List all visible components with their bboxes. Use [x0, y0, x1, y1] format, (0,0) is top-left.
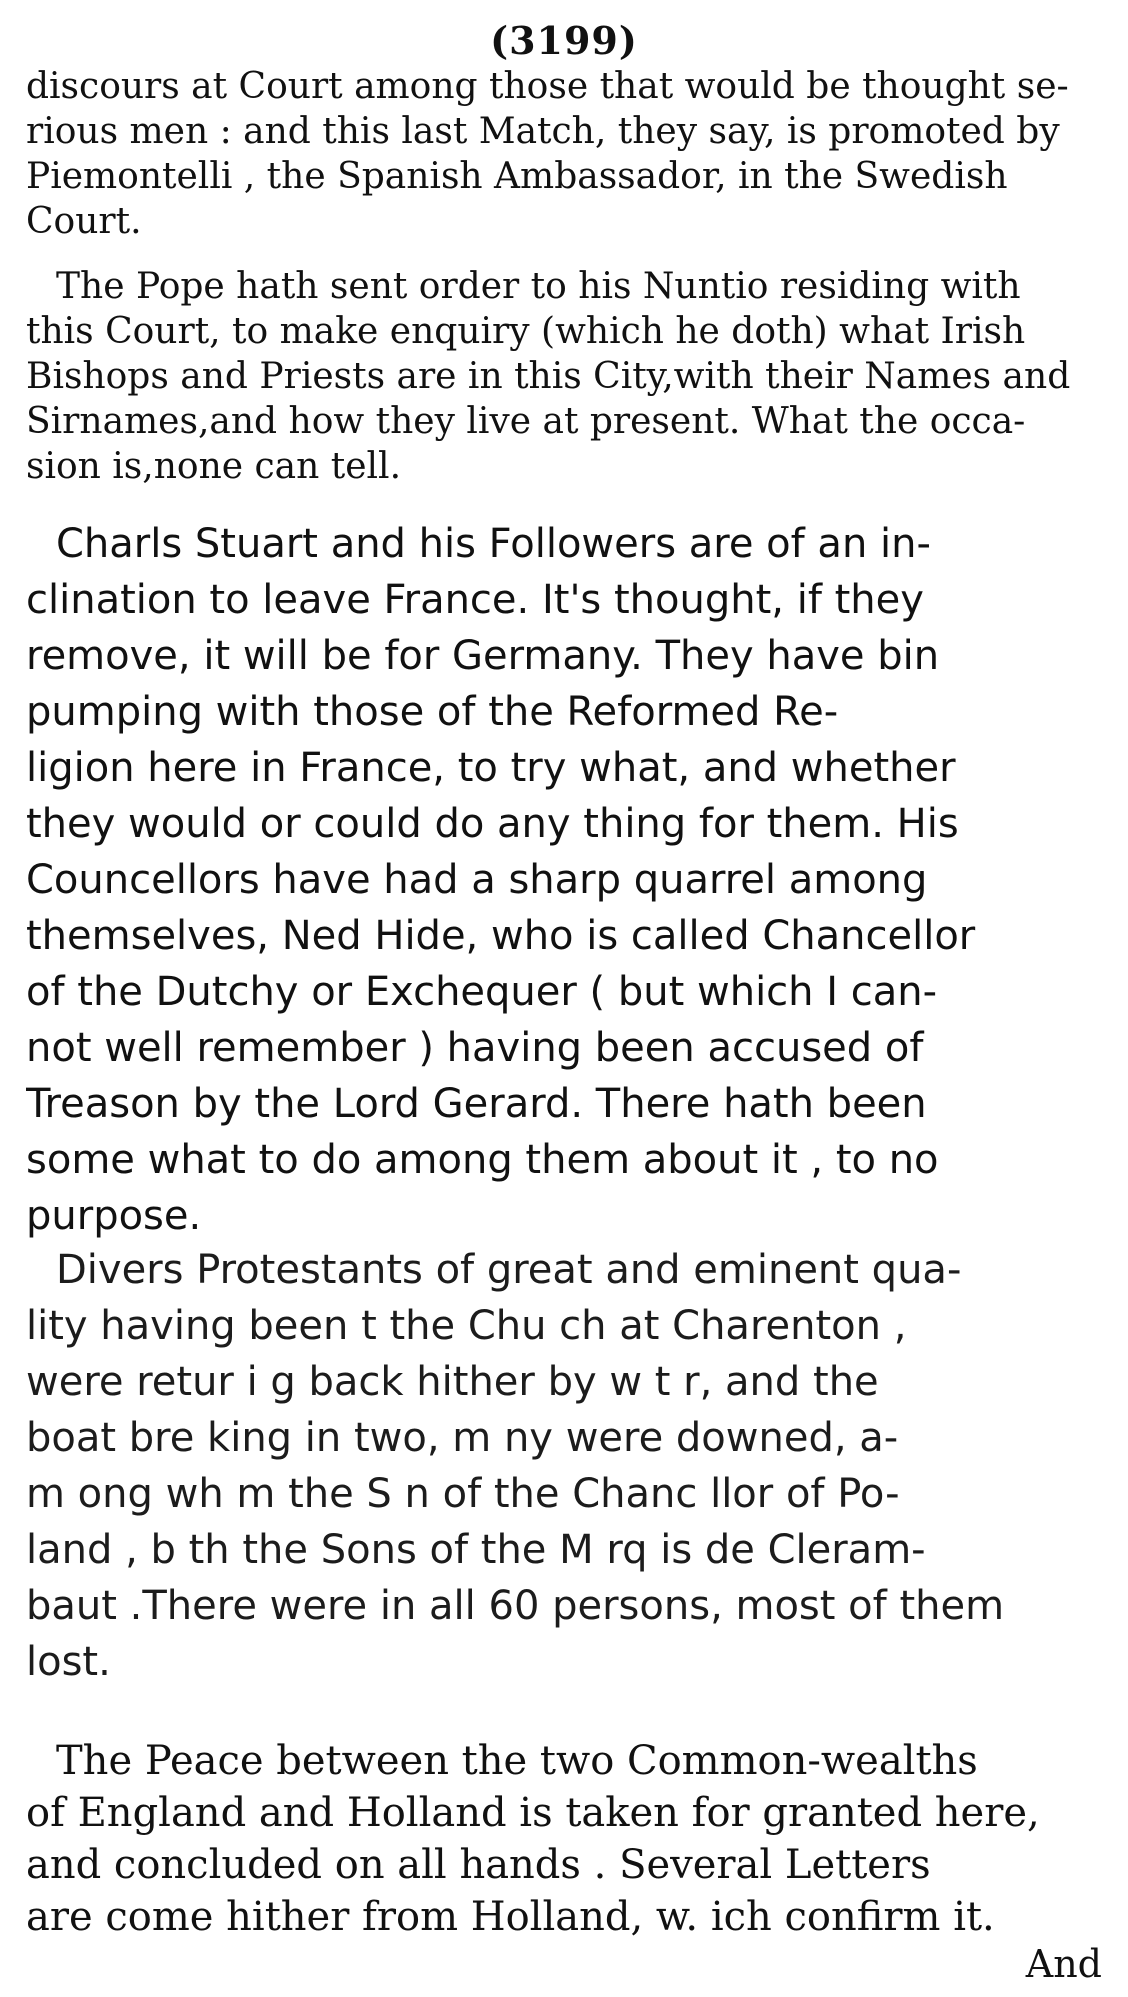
text-line: remove, it will be for Germany. They have bin [26, 633, 940, 679]
text-line: lity having been t the Chu ch at Charenton , [26, 1303, 907, 1349]
text-line: some what to do among them about it , to no [26, 1137, 939, 1183]
text-line: Piemontelli , the Spanish Ambassador, in the Swedish [26, 156, 1008, 197]
text-line: lost. [26, 1639, 111, 1685]
paragraph-4 [26, 1242, 1116, 1690]
text-line: purpose. [26, 1193, 202, 1239]
text-line: are come hither from Holland, w. ich confirm it. [26, 1894, 995, 1940]
text-line: ligion here in France, to try what, and whether [26, 745, 956, 791]
text-line: Treason by the Lord Gerard. There hath been [26, 1081, 927, 1127]
paragraph-5 [26, 1735, 1116, 1943]
text-line: baut .There were in all 60 persons, most of them [26, 1583, 1005, 1629]
paragraph-2 [26, 264, 1116, 489]
text-line: Court. [26, 201, 142, 242]
text-line: they would or could do any thing for them. His [26, 801, 959, 847]
text-line: The Peace between the two Common-wealths [56, 1738, 978, 1784]
text-line: of the Dutchy or Exchequer ( but which I can- [26, 969, 938, 1015]
text-line: Bishops and Priests are in this City,with their Names and [26, 356, 1071, 397]
text-line: and concluded on all hands . Several Letters [26, 1842, 931, 1888]
text-line: Charls Stuart and his Followers are of an in- [56, 521, 931, 567]
text-line: not well remember ) having been accused of [26, 1025, 924, 1071]
text-line: clination to leave France. It's thought, if they [26, 577, 924, 623]
text-line: Councellors have had a sharp quarrel among [26, 857, 928, 903]
text-line: Divers Protestants of great and eminent qua- [56, 1247, 962, 1293]
text-line: The Pope hath sent order to his Nuntio residing with [56, 266, 1021, 307]
text-line: this Court, to make enquiry (which he doth) what Irish [26, 311, 1026, 352]
text-line: of England and Holland is taken for granted here, [26, 1790, 1040, 1836]
text-line: pumping with those of the Reformed Re- [26, 689, 839, 735]
text-line: sion is,none can tell. [26, 446, 402, 487]
text-line: land , b th the Sons of the M rq is de Cleram- [26, 1527, 926, 1573]
text-line: rious men : and this last Match, they say, is promoted by [26, 111, 1060, 152]
paragraph-3 [26, 516, 1116, 1244]
page-number: (3199) [490, 18, 638, 63]
text-line: discours at Court among those that would be thought se- [26, 66, 1069, 107]
text-line: themselves, Ned Hide, who is called Chancellor [26, 913, 976, 959]
text-line: Sirnames,and how they live at present. What the occa- [26, 401, 1026, 442]
text-line: m ong wh m the S n of the Chanc llor of Po- [26, 1471, 900, 1517]
text-line: boat bre king in two, m ny were downed, a- [26, 1415, 899, 1461]
paragraph-1 [26, 64, 1116, 244]
text-line: were retur i g back hither by w t r, and the [26, 1359, 879, 1405]
catchword: And [1025, 1942, 1102, 1986]
